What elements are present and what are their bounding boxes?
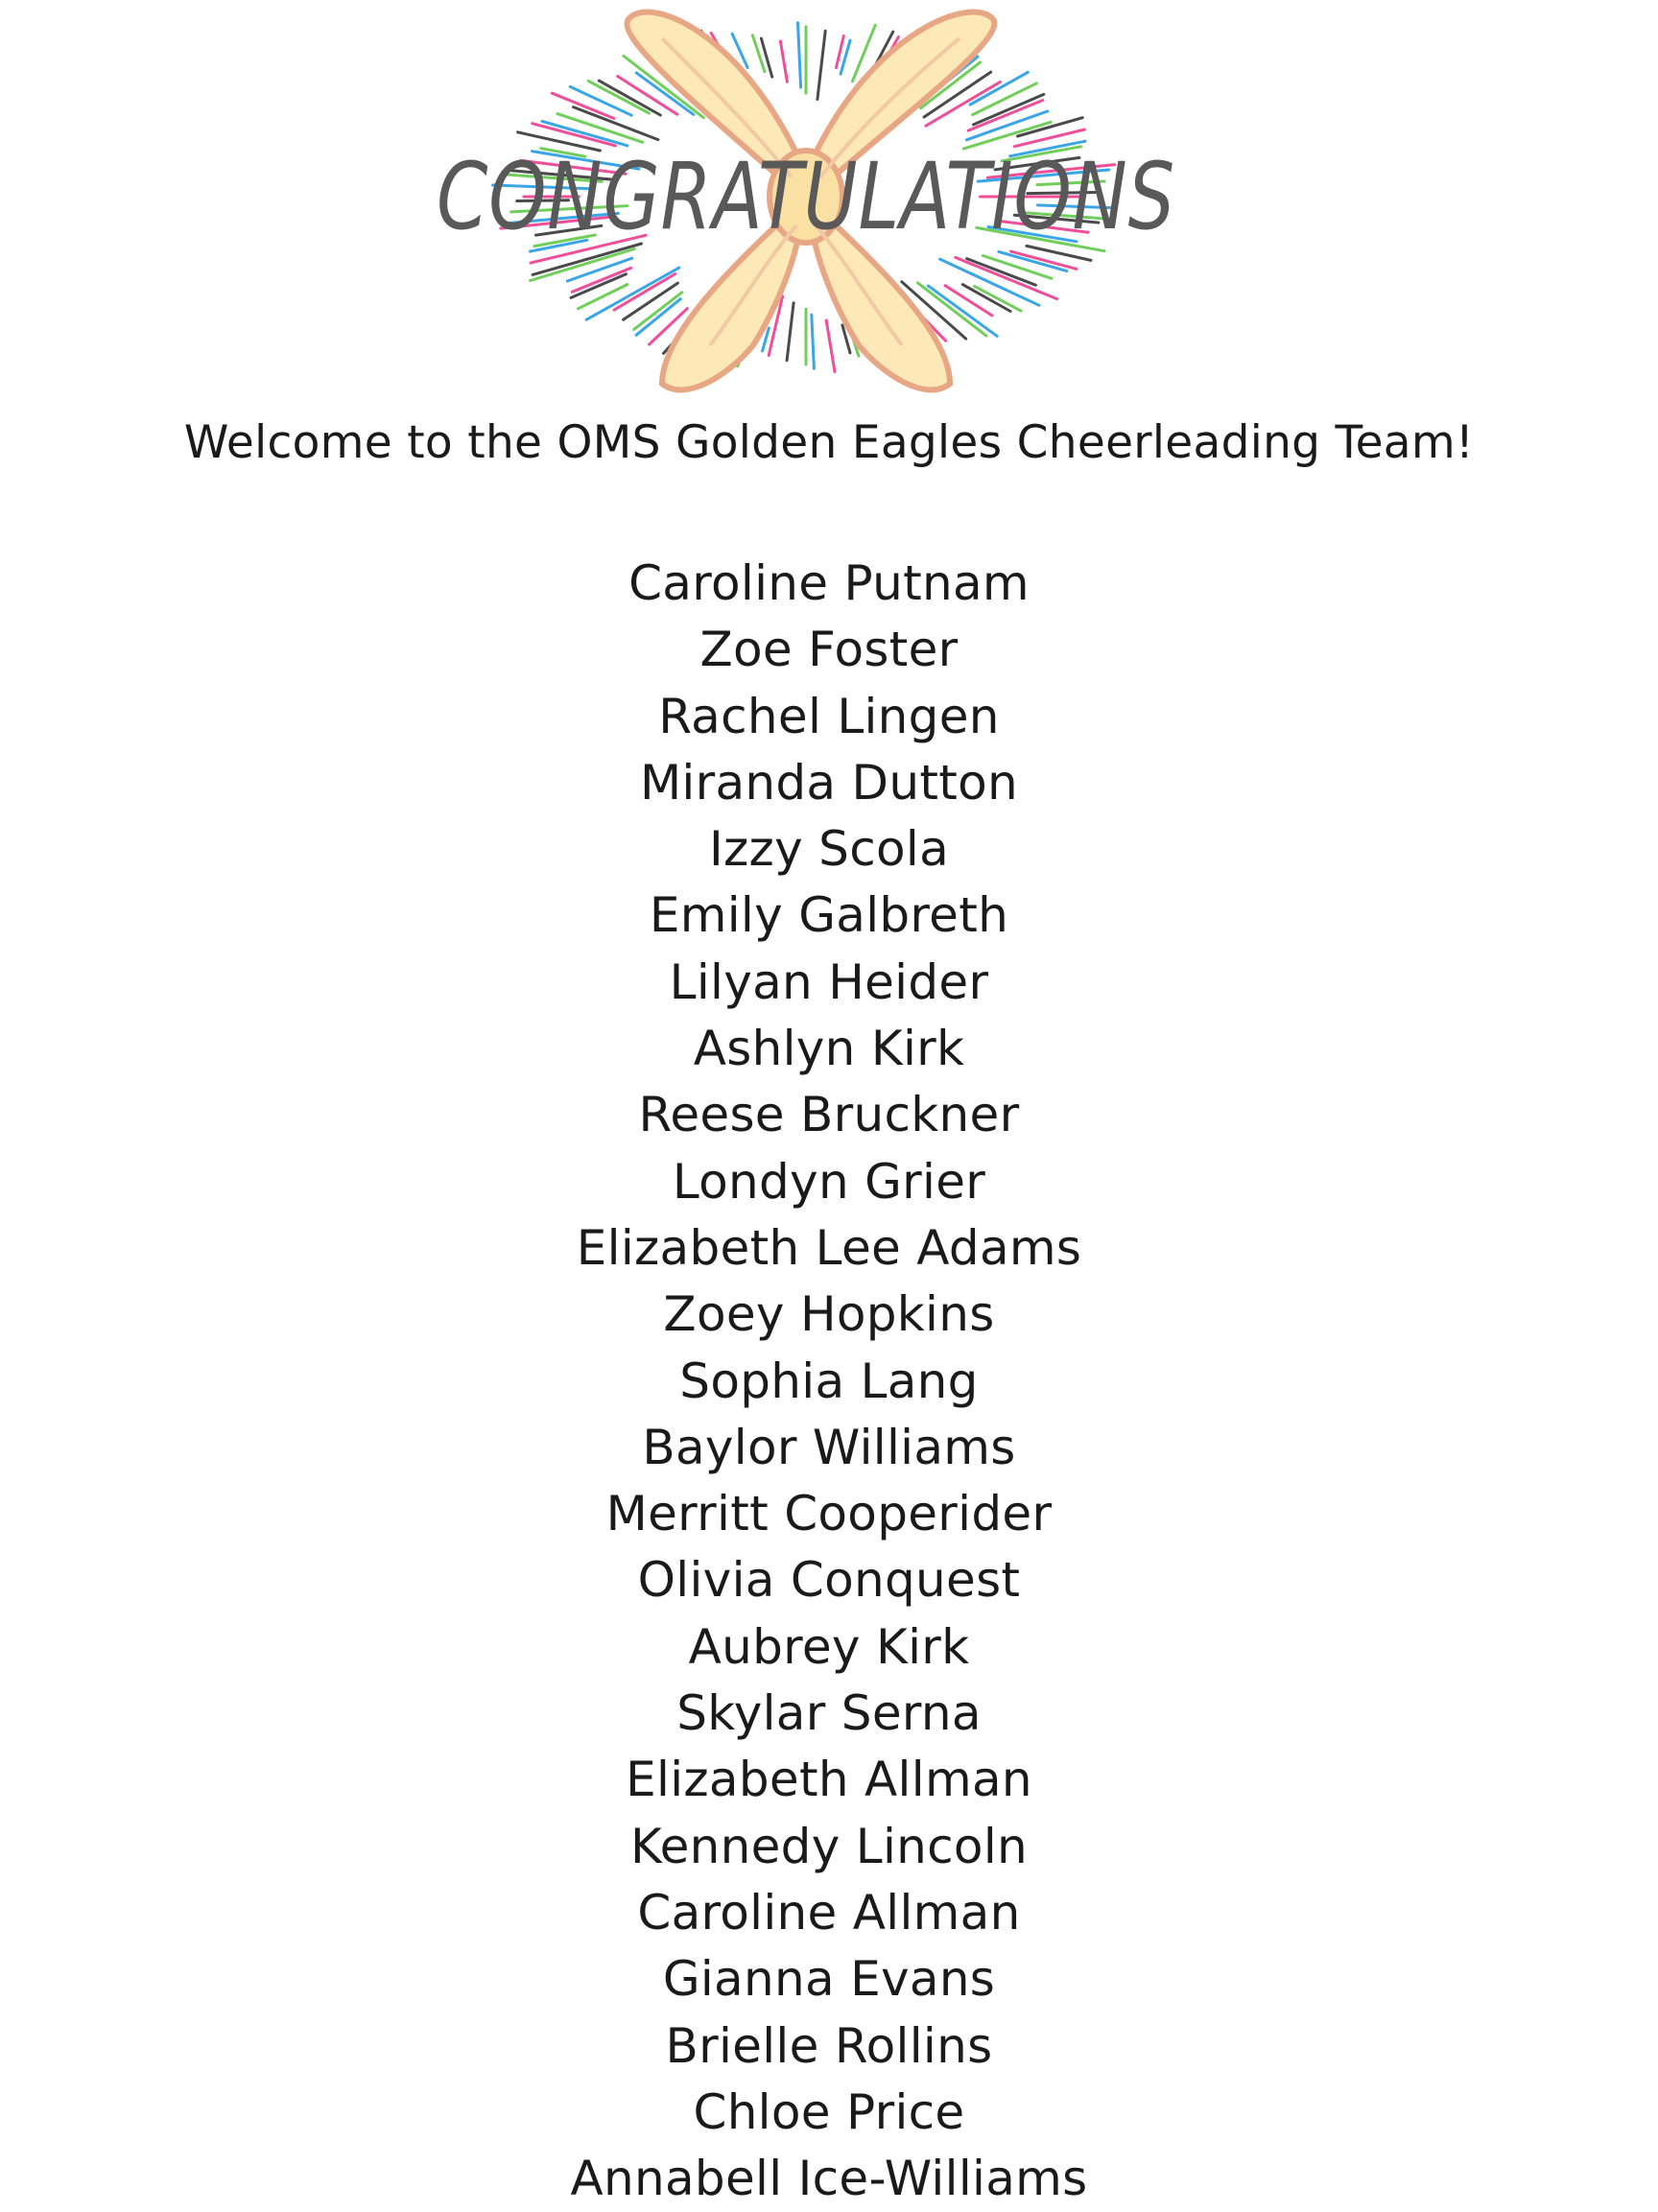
roster-member: Izzy Scola <box>708 821 950 878</box>
firework-ray <box>787 303 793 361</box>
roster-member: Olivia Conquest <box>637 1552 1021 1609</box>
welcome-message: Welcome to the OMS Golden Eagles Cheerleading Team! <box>183 416 1475 469</box>
roster-member: Miranda Dutton <box>639 754 1019 811</box>
congratulations-banner <box>422 0 1190 403</box>
roster-member: Ashlyn Kirk <box>693 1021 965 1077</box>
roster-member: Brielle Rollins <box>665 2017 993 2074</box>
roster-member: Baylor Williams <box>642 1419 1016 1475</box>
roster-member: Zoe Foster <box>699 622 959 678</box>
roster-member: Elizabeth Lee Adams <box>576 1219 1082 1276</box>
firework-ray <box>570 86 631 115</box>
roster-member: Skylar Serna <box>676 1685 982 1742</box>
firework-ray <box>798 23 801 87</box>
team-roster <box>0 551 1658 2212</box>
roster-member: Reese Bruckner <box>638 1087 1020 1143</box>
firework-ray <box>780 41 787 82</box>
firework-ray <box>636 299 680 336</box>
roster-member: Emily Galbreth <box>649 887 1009 944</box>
firework-ray <box>817 31 825 99</box>
roster-member: Caroline Allman <box>637 1884 1021 1941</box>
firework-ray <box>970 72 1028 105</box>
firework-ray <box>761 38 771 77</box>
firework-ray <box>826 320 835 372</box>
banner-title-text: CONGRATULATIONS <box>437 143 1175 250</box>
roster-member: Sophia Lang <box>679 1353 979 1409</box>
roster-member: Caroline Putnam <box>628 555 1030 611</box>
roster-member: Merritt Cooperider <box>605 1486 1053 1542</box>
roster-member: Londyn Grier <box>672 1153 986 1210</box>
roster-member: Zoey Hopkins <box>663 1286 995 1343</box>
bow-with-fireworks-icon <box>422 0 1190 403</box>
roster-member: Kennedy Lincoln <box>629 1818 1029 1874</box>
firework-ray <box>999 251 1067 271</box>
roster-member: Aubrey Kirk <box>688 1618 970 1675</box>
roster-member: Chloe Price <box>693 2083 965 2140</box>
roster-member: Rachel Lingen <box>658 688 1000 744</box>
roster-member: Lilyan Heider <box>669 953 989 1010</box>
firework-ray <box>812 315 815 368</box>
roster-member: Gianna Evans <box>662 1951 996 2008</box>
roster-member: Annabell Ice-Williams <box>570 2151 1088 2207</box>
roster-member: Elizabeth Allman <box>626 1752 1032 1808</box>
